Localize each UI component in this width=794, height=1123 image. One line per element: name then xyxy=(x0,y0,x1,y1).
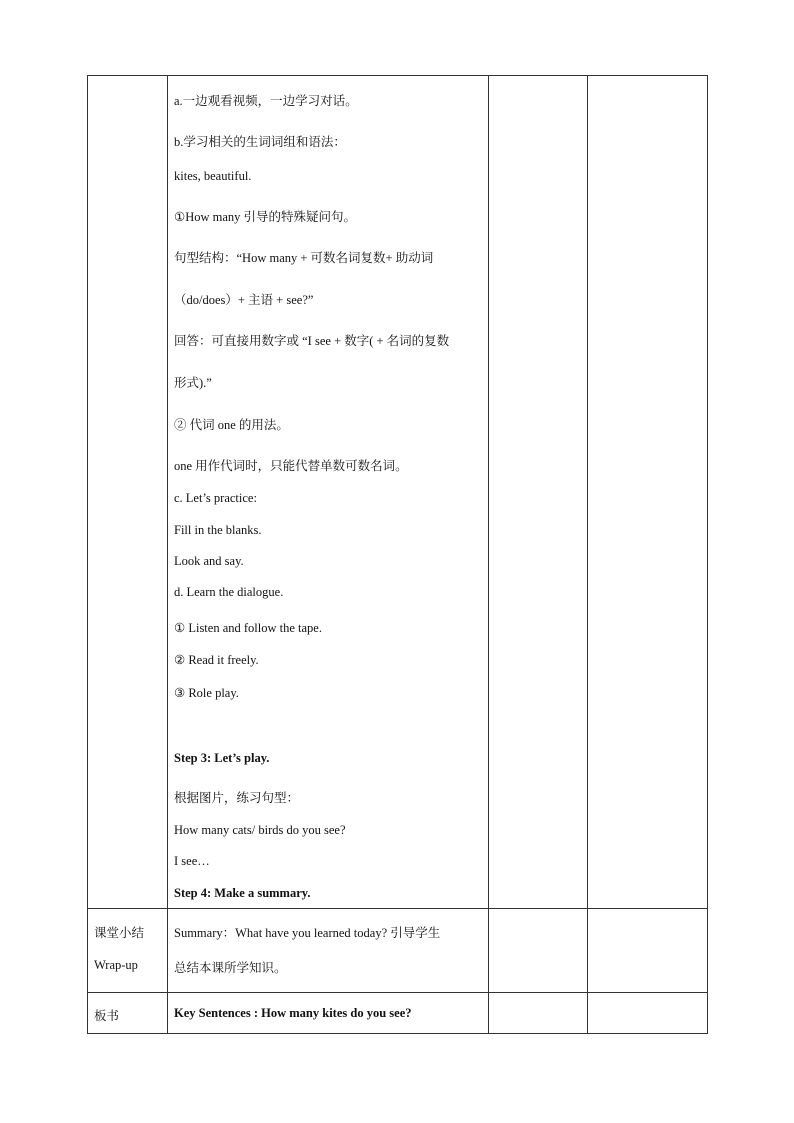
line-look-say: Look and say. xyxy=(174,554,244,568)
process-empty-cell-3 xyxy=(489,76,588,909)
wrap-up-empty-cell-4 xyxy=(588,909,708,993)
wrap-up-summary-line-cont: 总结本课所学知识。 xyxy=(174,961,287,975)
process-content-cell xyxy=(168,76,489,909)
line-sentence-structure-cont: （do/does）+ 主语 + see?” xyxy=(174,293,314,307)
line-how-many-question: ①How many 引导的特殊疑问句。 xyxy=(174,210,357,224)
line-sentence-structure: 句型结构：“How many + 可数名词复数+ 助动词 xyxy=(174,251,434,265)
teaching-process-row xyxy=(88,76,708,909)
wrap-up-label-en: Wrap-up xyxy=(94,958,138,972)
line-question-example: How many cats/ birds do you see? xyxy=(174,823,346,837)
line-practice-pattern: 根据图片，练习句型： xyxy=(174,791,300,805)
process-empty-cell-4 xyxy=(588,76,708,909)
line-practice: c. Let’s practice: xyxy=(174,491,257,505)
line-fill-blanks: Fill in the blanks. xyxy=(174,523,262,537)
blackboard-label-cell xyxy=(88,993,168,1034)
line-role-play: ③ Role play. xyxy=(174,686,239,700)
line-vocab-grammar: b.学习相关的生词词组和语法： xyxy=(174,135,346,149)
wrap-up-summary-line: Summary：What have you learned today? 引导学生 xyxy=(174,926,441,940)
step4-heading: Step 4: Make a summary. xyxy=(174,886,311,900)
wrap-up-label-cn: 课堂小结 xyxy=(94,926,145,940)
wrap-up-empty-cell-3 xyxy=(489,909,588,993)
wrap-up-content-cell xyxy=(168,909,489,993)
line-pronoun-one: ② 代词 one 的用法。 xyxy=(174,418,289,432)
process-label-cell xyxy=(88,76,168,909)
wrap-up-label-cell xyxy=(88,909,168,993)
line-answer: 回答：可直接用数字或 “I see + 数字( + 名词的复数 xyxy=(174,334,450,348)
line-watch-video: a.一边观看视频，一边学习对话。 xyxy=(174,94,358,108)
key-sentences: Key Sentences : How many kites do you see? xyxy=(174,1006,412,1020)
line-answer-cont: 形式).” xyxy=(174,376,212,390)
blackboard-label: 板书 xyxy=(94,1009,120,1023)
blackboard-row xyxy=(88,993,708,1034)
wrap-up-row xyxy=(88,909,708,993)
line-read-freely: ② Read it freely. xyxy=(174,653,259,667)
line-new-words: kites, beautiful. xyxy=(174,169,252,183)
lesson-plan-table xyxy=(87,75,708,1034)
blackboard-empty-cell-4 xyxy=(588,993,708,1034)
blackboard-content-cell xyxy=(168,993,489,1034)
line-pronoun-usage: one 用作代词时，只能代替单数可数名词。 xyxy=(174,459,408,473)
step3-heading: Step 3: Let’s play. xyxy=(174,751,270,765)
line-listen-follow: ① Listen and follow the tape. xyxy=(174,621,322,635)
line-learn-dialogue: d. Learn the dialogue. xyxy=(174,585,284,599)
blackboard-empty-cell-3 xyxy=(489,993,588,1034)
line-answer-example: I see… xyxy=(174,854,210,868)
